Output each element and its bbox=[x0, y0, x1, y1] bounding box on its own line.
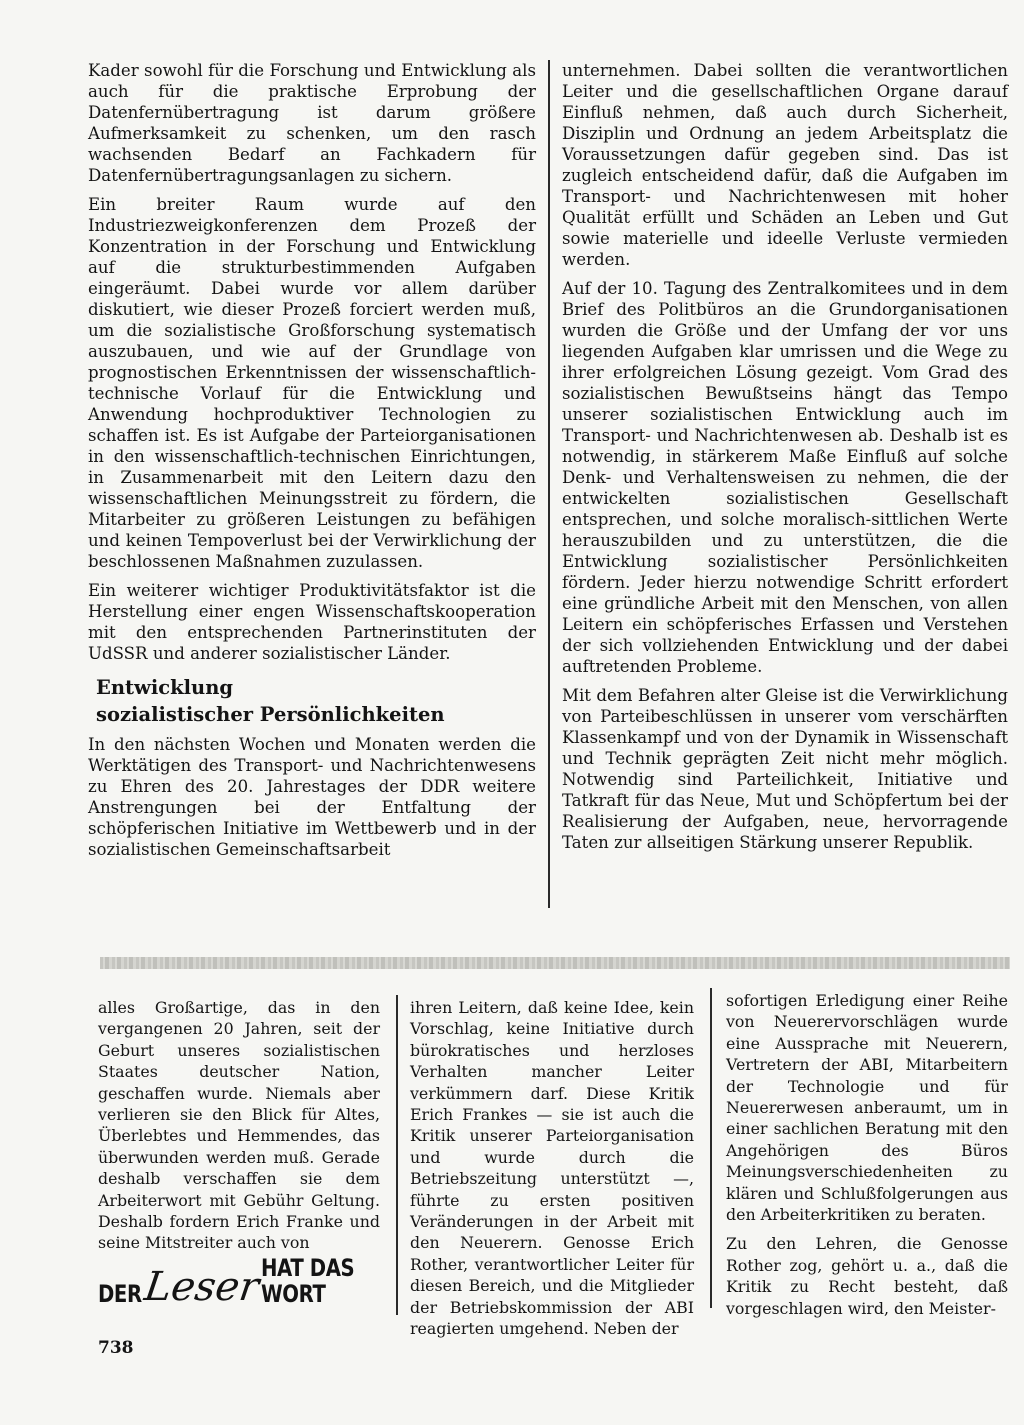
der-leser-hat-das-wort-logo bbox=[98, 1254, 380, 1310]
paragraph: alles Großartige, das in den vergangenen 20 Jahren, seit der Geburt unseres sozialistischen Staates deutscher Nation, geschaffen wurde. Niemals aber verlieren sie den Blick für Altes, Überlebtes und Hemmendes, das überwunden werden muß. Gerade deshalb verschaffen sie dem Arbeiterwort mit Gebühr Geltung. Deshalb fordern Erich Franke und seine Mitstreiter auch von bbox=[98, 998, 380, 1253]
logo-word-hat-das-wort: HAT DAS WORT bbox=[260, 1254, 355, 1308]
paragraph: unternehmen. Dabei sollten die verantwortlichen Leiter und die gesellschaftlichen Organe darauf Einfluß nehmen, daß auch durch Sicherheit, Disziplin und Ordnung an jedem Arbeitsplatz die Voraussetzungen dafür gegeben sind. Das ist zugleich entscheidend dafür, daß die Aufgaben im Transport- und Nachrichtenwesen mit hoher Qualität erfüllt und Schäden an Leben und Gut sowie materielle und ideelle Verluste vermieden werden. bbox=[562, 61, 1008, 269]
paragraph: Ein weiterer wichtiger Produktivitätsfaktor ist die Herstellung einer engen Wissenschaftskooperation mit den entsprechenden Partnerinstituten der UdSSR und anderer sozialistischer Länder. bbox=[88, 581, 536, 663]
page-number: 738 bbox=[98, 1338, 134, 1358]
paragraph: ihren Leitern, daß keine Idee, kein Vorschlag, keine Initiative durch bürokratisches und herzloses Verhalten mancher Leiter verkümmern darf. Diese Kritik Erich Frankes — sie ist auch die Kritik unserer Parteiorganisation und wurde durch die Betriebszeitung unterstützt —, führte zu ersten positiven Veränderungen in der Arbeit mit den Neuerern. Genosse Erich Rother, verantwortlicher Leiter für diesen Bereich, und die Mitglieder der Betriebskommission der ABI reagierten umgehend. Neben der bbox=[410, 998, 694, 1339]
bottom-column-2 bbox=[410, 997, 694, 1348]
paragraph: Auf der 10. Tagung des Zentralkomitees und in dem Brief des Politbüros an die Grundorganisationen wurden die Größe und der Umfang der vor uns liegenden Aufgaben klar umrissen und die Wege zu ihrer erfolgreichen Lösung gezeigt. Vom Grad des sozialistischen Bewußtseins hängt das Tempo unserer sozialistischen Entwicklung auch im Transport- und Nachrichtenwesen ab. Deshalb ist es notwendig, in stärkerem Maße Einfluß auf solche Denk- und Verhaltensweisen zu nehmen, die der entwickelten sozialistischen Gesellschaft entsprechen, und solche moralisch-sittlichen Werte herauszubilden und zu unterstützen, die die Entwicklung sozialistischer Persönlichkeiten fördern. Jeder hierzu notwendige Schritt erfordert eine gründliche Arbeit mit den Menschen, von allen Leitern ein schöpferisches Erfassen und Verstehen der sich vollziehenden Entwicklung und der dabei auftretenden Probleme. bbox=[562, 279, 1008, 676]
heading-line-1: Entwicklung bbox=[96, 676, 234, 699]
top-right-column bbox=[562, 60, 1008, 861]
section-heading bbox=[96, 674, 536, 728]
bottom-column-3 bbox=[726, 990, 1008, 1327]
column-divider bbox=[396, 995, 398, 1315]
paragraph: In den nächsten Wochen und Monaten werden die Werktätigen des Transport- und Nachrichtenwesens zu Ehren des 20. Jahrestages der DDR weitere Anstrengungen bei der Entfaltung der schöpferischen Initiative im Wettbewerb und in der sozialistischen Gemeinschaftsarbeit bbox=[88, 735, 536, 859]
paragraph: Ein breiter Raum wurde auf den Industriezweigkonferenzen dem Prozeß der Konzentration in der Forschung und Entwicklung auf die strukturbestimmenden Aufgaben eingeräumt. Dabei wurde vor allem darüber diskutiert, wie dieser Prozeß forciert werden muß, um die sozialistische Großforschung systematisch auszubauen, und wie auf der Grundlage von prognostischen Erkenntnissen der wissenschaftlich-technische Vorlauf für die Entwicklung und Anwendung hochproduktiver Technologien zu schaffen ist. Es ist Aufgabe der Parteiorganisationen in den wissenschaftlich-technischen Einrichtungen, in Zusammenarbeit mit den Leitern dazu den wissenschaftlichen Meinungsstreit zu fördern, die Mitarbeiter zu größeren Leistungen zu befähigen und keinen Tempoverlust bei der Verwirklichung der beschlossenen Maßnahmen zuzulassen. bbox=[88, 195, 536, 571]
logo-word-leser: Leser bbox=[142, 1264, 263, 1310]
logo-word-der: DER bbox=[98, 1280, 142, 1308]
paragraph: Zu den Lehren, die Genosse Rother zog, gehört u. a., daß die Kritik zu Recht besteht, daß vorgeschlagen wird, den Meister- bbox=[726, 1234, 1008, 1318]
top-left-column bbox=[88, 60, 536, 868]
paragraph: Kader sowohl für die Forschung und Entwicklung als auch für die praktische Erprobung der Datenfernübertragung ist darum größere Aufmerksamkeit zu schenken, um den rasch wachsenden Bedarf an Fachkadern für Datenfernübertragungsanlagen zu sichern. bbox=[88, 61, 536, 185]
paragraph: Mit dem Befahren alter Gleise ist die Verwirklichung von Parteibeschlüssen in unserer vom verschärften Klassenkampf und von der Dynamik in Wissenschaft und Technik geprägten Zeit nicht mehr möglich. Notwendig sind Parteilichkeit, Initiative und Tatkraft für das Neue, Mut und Schöpfertum bei der Realisierung der Aufgaben, neue, hervorragende Taten zur allseitigen Stärkung unserer Republik. bbox=[562, 686, 1008, 852]
heading-line-2: sozialistischer Persönlichkeiten bbox=[96, 703, 445, 726]
bottom-column-1 bbox=[98, 997, 380, 1262]
section-separator-band bbox=[100, 957, 1010, 969]
column-divider bbox=[548, 60, 550, 908]
column-divider bbox=[710, 988, 712, 1308]
paragraph: sofortigen Erledigung einer Reihe von Neuerervorschlägen wurde eine Aussprache mit Neuerern, Vertretern der ABI, Mitarbeitern der Technologie und für Neuererwesen anberaumt, um in einer sachlichen Beratung mit den Angehörigen des Büros Meinungsverschiedenheiten zu klären und Schlußfolgerungen aus den Arbeiterkritiken zu beraten. bbox=[726, 991, 1008, 1225]
